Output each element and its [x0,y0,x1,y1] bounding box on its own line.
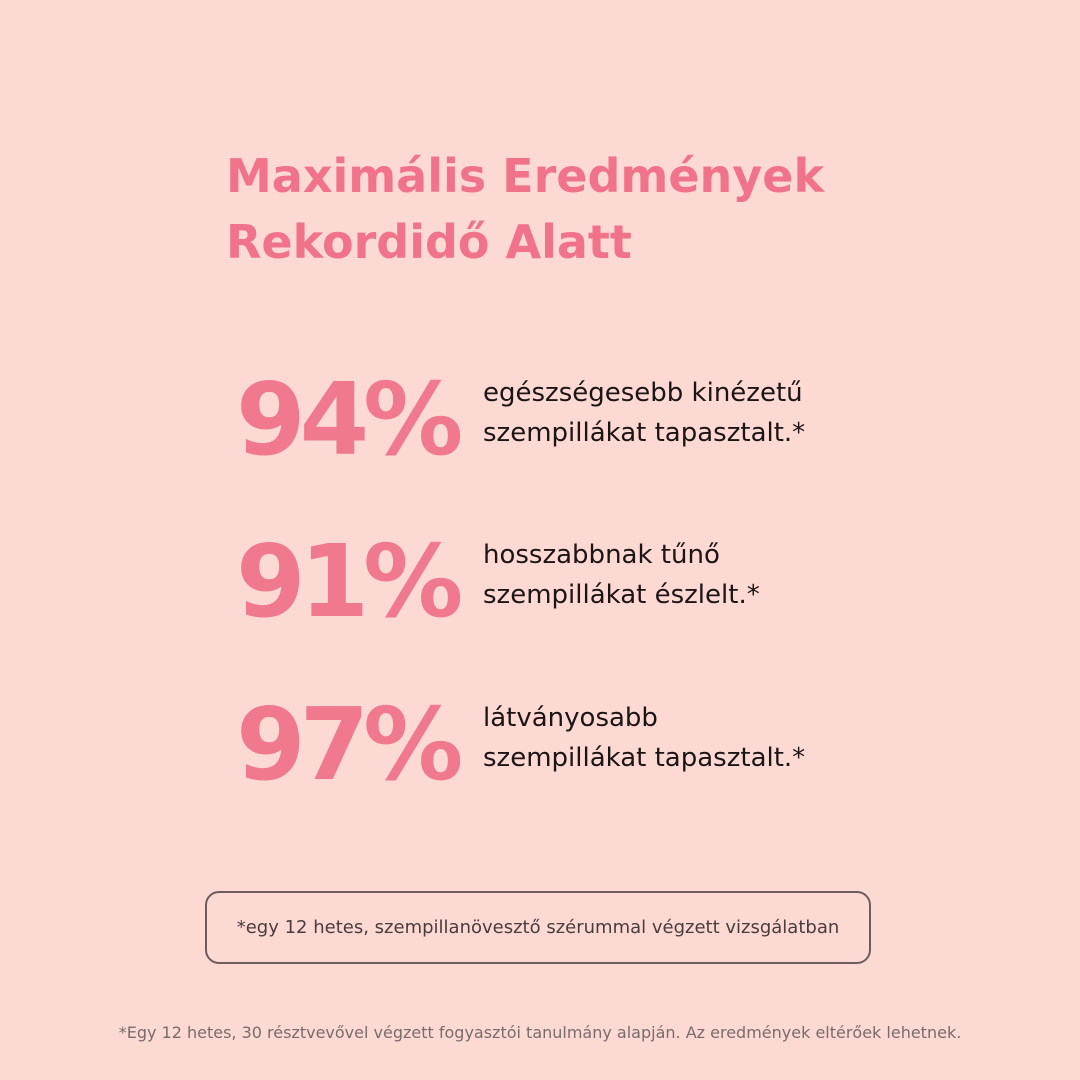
stat-description-line-2: szempillákat tapasztalt.* [483,743,806,773]
stat-description-line-2: szempillákat tapasztalt.* [483,418,806,448]
page-title [226,143,824,275]
study-note-box [205,891,871,964]
stat-description-line-2: szempillákat észlelt.* [483,580,760,610]
stat-item-1 [236,361,876,478]
stat-item-2 [236,523,876,640]
stat-description [483,535,760,615]
study-note-text: *egy 12 hetes, szempillanövesztő szérummal végzett vizsgálatban [236,917,840,938]
stat-description-line-1: látványosabb [483,703,658,733]
stat-description [483,373,805,453]
stat-description [483,698,805,778]
title-line-1: Maximális Eredmények [226,149,825,203]
stat-percentage: 94% [236,361,458,478]
footer-disclaimer: *Egy 12 hetes, 30 résztvevővel végzett fogyasztói tanulmány alapján. Az eredmények eltérőek lehetnek. [118,1023,962,1042]
stat-percentage: 91% [236,523,458,640]
stat-item-3 [236,686,876,803]
title-line-2: Rekordidő Alatt [226,215,632,269]
stat-description-line-1: egészségesebb kinézetű [483,378,803,408]
stat-description-line-1: hosszabbnak tűnő [483,540,720,570]
stat-percentage: 97% [236,686,458,803]
